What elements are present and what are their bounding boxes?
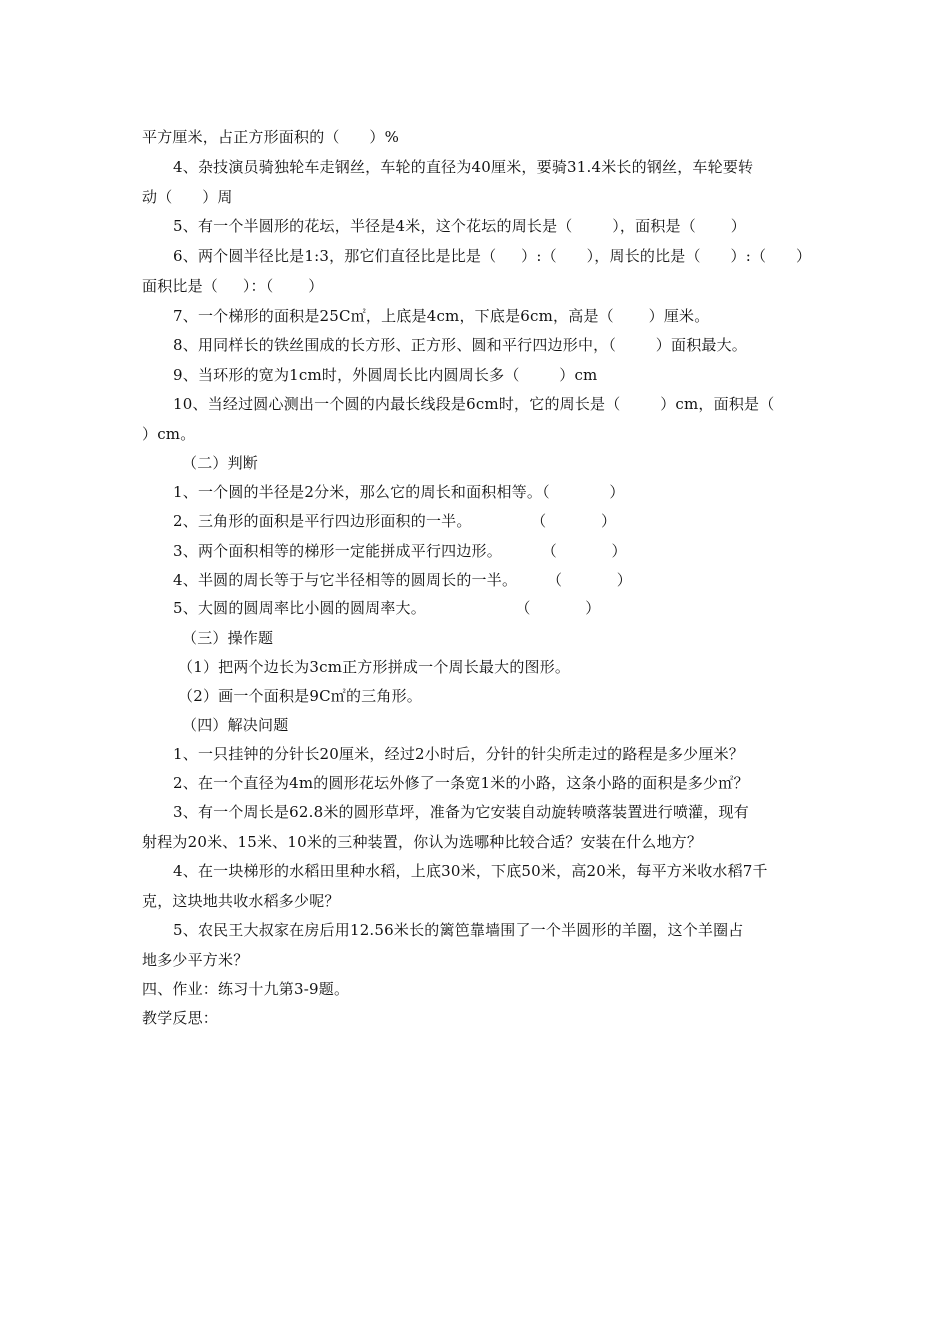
- text-line: 5、大圆的圆周率比小圆的圆周率大。 （ ）: [173, 599, 601, 617]
- text-line: 5、农民王大叔家在房后用12.56米长的篱笆靠墙围了一个半圆形的羊圈，这个羊圈占: [173, 921, 744, 939]
- text-line: 6、两个圆半径比是1:3，那它们直径比是比是（ ）:（ ），周长的比是（ ）:（ ）: [173, 247, 812, 265]
- reflection-heading: 教学反思：: [142, 1009, 219, 1027]
- text-line: 平方厘米，占正方形面积的（ ）%: [142, 128, 400, 146]
- section-heading: （四）解决问题: [182, 716, 289, 734]
- text-line: 克，这块地共收水稻多少呢？: [142, 892, 340, 910]
- text-line: ）cm。: [142, 425, 196, 443]
- text-line: 1、一只挂钟的分针长20厘米，经过2小时后，分针的针尖所走过的路程是多少厘米？: [173, 745, 744, 763]
- text-line: 4、杂技演员骑独轮车走钢丝，车轮的直径为40厘米，要骑31.4米长的钢丝，车轮要转: [173, 158, 754, 176]
- text-line: 4、在一块梯形的水稻田里种水稻，上底30米，下底50米，高20米，每平方米收水稻7千: [173, 862, 768, 880]
- text-line: 3、有一个周长是62.8米的圆形草坪，准备为它安装自动旋转喷落装置进行喷灌，现有: [173, 803, 749, 821]
- text-line: （1）把两个边长为3cm正方形拼成一个周长最大的图形。: [178, 658, 571, 676]
- section-heading: （三）操作题: [182, 629, 274, 647]
- text-line: 面积比是（ ）：（ ）: [142, 277, 324, 295]
- text-line: 4、半圆的周长等于与它半径相等的圆周长的一半。 （ ）: [173, 571, 633, 589]
- section-heading: （二）判断: [182, 454, 259, 472]
- text-line: 8、用同样长的铁丝围成的长方形、正方形、圆和平行四边形中，（ ）面积最大。: [173, 336, 747, 354]
- text-line: 2、在一个直径为4m的圆形花坛外修了一条宽1米的小路，这条小路的面积是多少㎡？: [173, 774, 749, 792]
- text-line: 地多少平方米？: [142, 951, 249, 969]
- text-line: 10、当经过圆心测出一个圆的内最长线段是6cm时，它的周长是（ ）cm，面积是（: [173, 395, 775, 413]
- text-line: 9、当环形的宽为1cm时，外圆周长比内圆周长多（ ）cm: [173, 366, 598, 384]
- text-line: 动（ ）周: [142, 188, 233, 206]
- text-line: （2）画一个面积是9C㎡的三角形。: [178, 687, 422, 705]
- text-line: 2、三角形的面积是平行四边形面积的一半。 （ ）: [173, 512, 617, 530]
- homework-line: 四、作业：练习十九第3-9题。: [142, 980, 350, 998]
- text-line: 5、有一个半圆形的花坛，半径是4米，这个花坛的周长是（ ），面积是（ ）: [173, 217, 746, 235]
- text-line: 3、两个面积相等的梯形一定能拼成平行四边形。 （ ）: [173, 542, 627, 560]
- text-line: 射程为20米、15米、10米的三种装置，你认为选哪种比较合适？安装在什么地方？: [142, 833, 703, 851]
- text-line: 1、一个圆的半径是2分米，那么它的周长和面积相等。（ ）: [173, 483, 625, 501]
- text-line: 7、一个梯形的面积是25C㎡，上底是4cm，下底是6cm，高是（ ）厘米。: [173, 307, 710, 325]
